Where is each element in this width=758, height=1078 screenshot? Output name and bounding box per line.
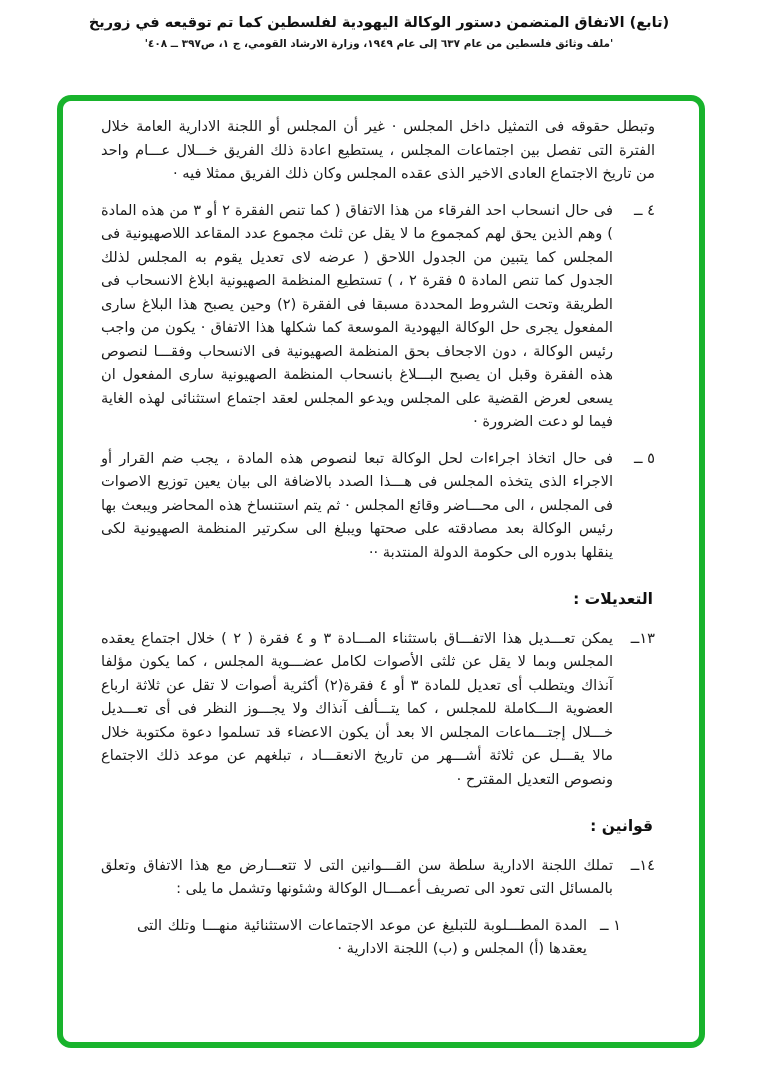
amendments-section-heading: التعديلات : (573, 590, 653, 608)
clause-14 (101, 854, 655, 901)
clause-13-text: يمكن تعـــديل هذا الاتفـــاق باستثناء المـــادة ٣ و ٤ فقرة ( ٢ ) خلال اجتماع يعقده المجلس وبما لا يقل عن ثلثى الأصوات لكامل عضـــوية المجلس ، كما يكون مؤلفا آنذاك ويتطلب أى تعديل للمادة ٣ أو ٤ فقرة(٢) أكثرية أصوات لا تقل عن ثلاثة ارباع العضوية الـــكاملة للمجلس ، كما يتـــألف آنذاك ولا يجـــوز النظر فى أى تعـــديل خـــلال إجتـــماعات المجلس الا بعد أن يكون الاعضاء قد تسلموا دعوة مكتوبة خلال مالا يقـــل عن ثلاثة أشـــهر من تاريخ الانعقـــاد ، تبلغهم عن موعد ذلك الاجتماع ونصوص التعديل المقترح · (101, 629, 614, 788)
subclause-1-number: ١ ــ (599, 916, 621, 934)
green-content-frame (57, 95, 705, 1048)
laws-section-heading: قوانين : (590, 817, 653, 835)
document-header (0, 12, 758, 50)
clause-5-text: فى حال اتخاذ اجراءات لحل الوكالة تبعا لنصوص هذه المادة ، يجب ضم القرار أو الاجراء الذى يتخذه المجلس فى هـــذا الصدد بالاضافة الى بيان يعين توزيع الاصوات فى المجلس ، الى محـــاضر وقائع المجلس · ثم يتم استنساخ هذه المحاضر ويبعث بها رئيس الوكالة بعد مصادقته على صحتها ويبلغ الى سكرتير المنظمة الصهيونية لكى ينقلها بدوره الى حكومة الدولة المنتدبة ·· (101, 449, 613, 561)
subclause-1-text: المدة المطـــلوبة للتبليغ عن موعد الاجتماعات الاستثنائية منهـــا وتلك التى يعقدها (أ) المجلس و (ب) اللجنة الادارية · (137, 916, 587, 957)
clause-14-text: تملك اللجنة الادارية سلطة سن القـــوانين التى لا تتعـــارض مع هذا الاتفاق وتعلق بالمسائل التى تعود الى تصريف أعمـــال الوكالة وشئونها وتشمل ما يلى : (101, 856, 613, 897)
subclause-1 (101, 914, 621, 961)
continuation-paragraph: وتبطل حقوقه فى التمثيل داخل المجلس · غير أن المجلس أو اللجنة الادارية العامة خلال الفترة التى تفصل بين اجتماعات المجلس ، يستطيع اعادة ذلك الفريق خـــلال عـــام واحد من تاريخ الاجتماع العادى الاخير الذى عقده المجلس وكان ذلك الفريق ممثلا فيه · (101, 118, 655, 182)
clause-4 (101, 199, 655, 434)
clause-4-number: ٤ ــ (633, 201, 655, 219)
clause-5 (101, 447, 655, 565)
clause-14-number: ١٤ــ (630, 856, 655, 874)
source-citation: 'ملف وثائق فلسطين من عام ٦٣٧ إلى عام ١٩٤٩، وزارة الارشاد القومي، ج ١، ص٣٩٧ ــ ٤٠٨' (144, 38, 614, 51)
clause-13 (101, 627, 655, 792)
clause-5-number: ٥ ــ (633, 449, 655, 467)
page-title: (تابع) الاتفاق المتضمن دستور الوكالة اليهودية لفلسطين كما تم توقيعه في زوريخ (88, 15, 670, 31)
clause-13-number: ١٣ــ (630, 629, 655, 647)
clause-4-text: فى حال انسحاب احد الفرقاء من هذا الاتفاق ( كما تنص الفقرة ٢ أو ٣ من هذه المادة ) وهم الذين يحق لهم كمجموع ما لا يقل عن ثلث مجموع عدد المقاعد اللاصهيونية فى المجلس كما يتبين من الجدول اللاحق ( عرضه لاى تعديل يقوم به المجلس لذلك الجدول كما تنص المادة ٥ فقرة ٢ ، ) تستطيع المنظمة الصهيونية ابلاغ الانسحاب فى الطريقة وتحت الشروط المحددة مسبقا فى الفقرة (٢) وحين يصبح هذا البلاغ سارى المفعول يجرى حل الوكالة اليهودية الموسعة كما شكلها هذا الاتفاق · يكون من واجب رئيس الوكالة ، دون الاجحاف بحق المنظمة الصهيونية فى الانسحاب وفقـــا لنصوص هذه الفقرة وقبل ان يصبح البـــلاغ بانسحاب المنظمة الصهيونية سارى المفعول ان يسعى لعرض القضية على المجلس ويدعو المجلس لعقد اجتماع استثنائى لهذه الغاية فيما لو دعت الضرورة · (101, 201, 613, 430)
